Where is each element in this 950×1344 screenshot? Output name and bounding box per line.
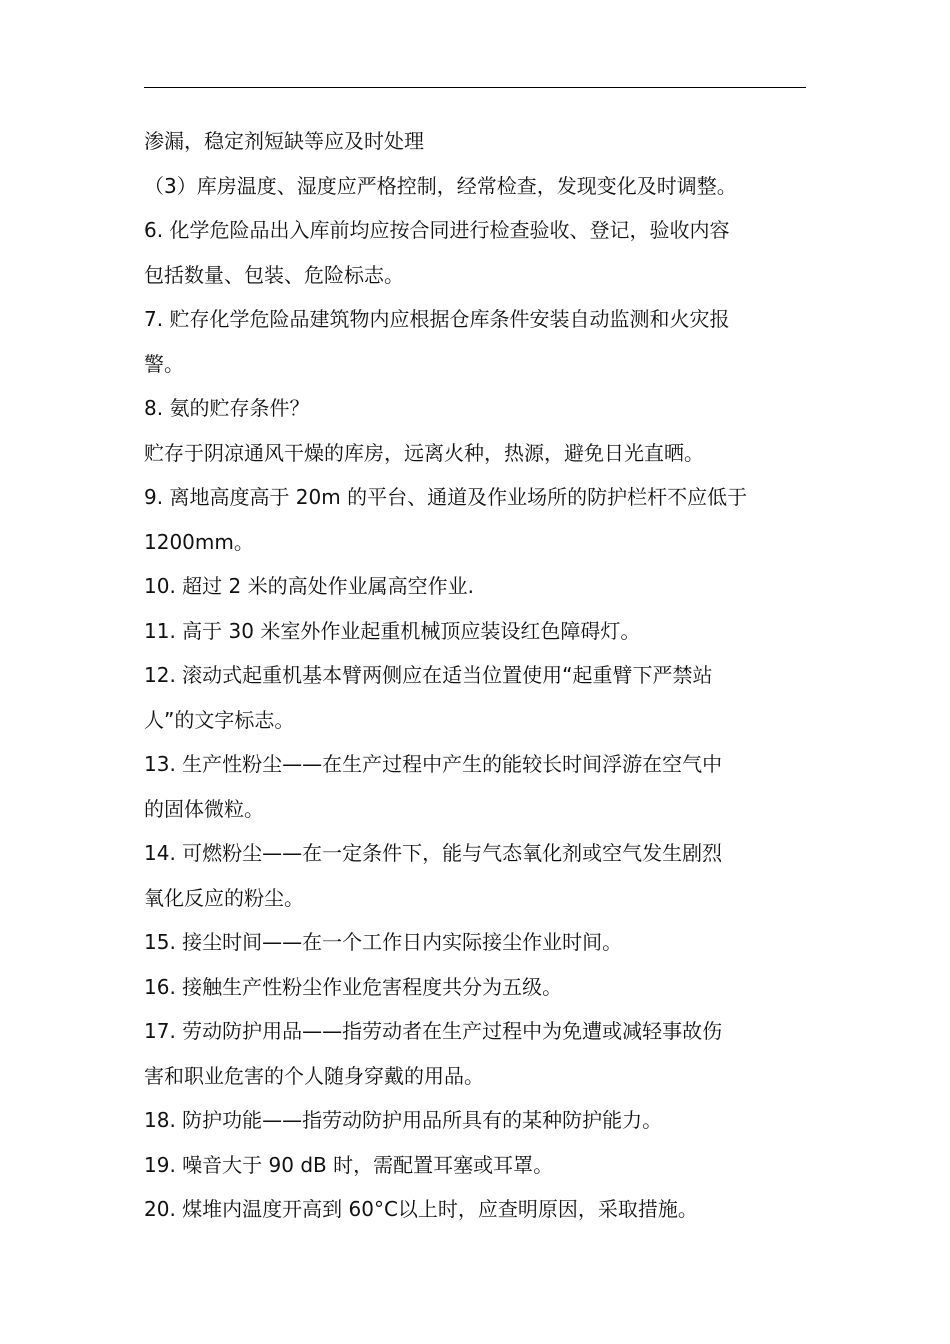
text-line: 包括数量、包装、危险标志。 xyxy=(144,262,404,287)
document-body xyxy=(144,119,808,1232)
text-line: 警。 xyxy=(144,351,184,376)
text-line: 9. 离地高度高于 20m 的平台、通道及作业场所的防护栏杆不应低于 xyxy=(144,485,748,509)
text-line: 14. 可燃粉尘——在一定条件下，能与气态氧化剂或空气发生剧烈 xyxy=(144,841,723,865)
text-line: 12. 滚动式起重机基本臂两侧应在适当位置使用“起重臂下严禁站 xyxy=(144,663,713,687)
text-line: 氧化反应的粉尘。 xyxy=(144,885,304,910)
text-line: 贮存于阴凉通风干燥的库房，远离火种，热源，避免日光直晒。 xyxy=(144,440,704,465)
text-line: 人”的文字标志。 xyxy=(144,707,295,732)
text-line: 渗漏，稳定剂短缺等应及时处理 xyxy=(144,129,424,153)
text-line: 11. 高于 30 米室外作业起重机械顶应装设红色障碍灯。 xyxy=(144,618,641,643)
text-line: 15. 接尘时间——在一个工作日内实际接尘作业时间。 xyxy=(144,930,623,954)
text-line: 8. 氨的贮存条件？ xyxy=(144,396,310,420)
text-line: 害和职业危害的个人随身穿戴的用品。 xyxy=(144,1063,484,1088)
text-line: 20. 煤堆内温度开高到 60°C以上时，应查明原因，采取措施。 xyxy=(144,1197,698,1221)
text-line: 1200mm。 xyxy=(144,529,254,554)
text-line: 16. 接触生产性粉尘作业危害程度共分为五级。 xyxy=(144,974,563,999)
text-line: （3）库房温度、湿度应严格控制，经常检查，发现变化及时调整。 xyxy=(144,173,737,198)
text-line: 19. 噪音大于 90 dB 时，需配置耳塞或耳罩。 xyxy=(144,1152,554,1177)
text-line: 13. 生产性粉尘——在生产过程中产生的能较长时间浮游在空气中 xyxy=(144,752,723,776)
text-line: 6. 化学危险品出入库前均应按合同进行检查验收、登记，验收内容 xyxy=(144,218,730,242)
text-line: 18. 防护功能——指劳动防护用品所具有的某种防护能力。 xyxy=(144,1108,663,1132)
text-line: 7. 贮存化学危险品建筑物内应根据仓库条件安装自动监测和火灾报 xyxy=(144,307,730,331)
header-rule xyxy=(144,87,806,88)
text-line: 的固体微粒。 xyxy=(144,796,264,821)
text-line: 10. 超过 2 米的高处作业属高空作业. xyxy=(144,574,474,598)
text-line: 17. 劳动防护用品——指劳动者在生产过程中为免遭或减轻事故伤 xyxy=(144,1019,723,1043)
